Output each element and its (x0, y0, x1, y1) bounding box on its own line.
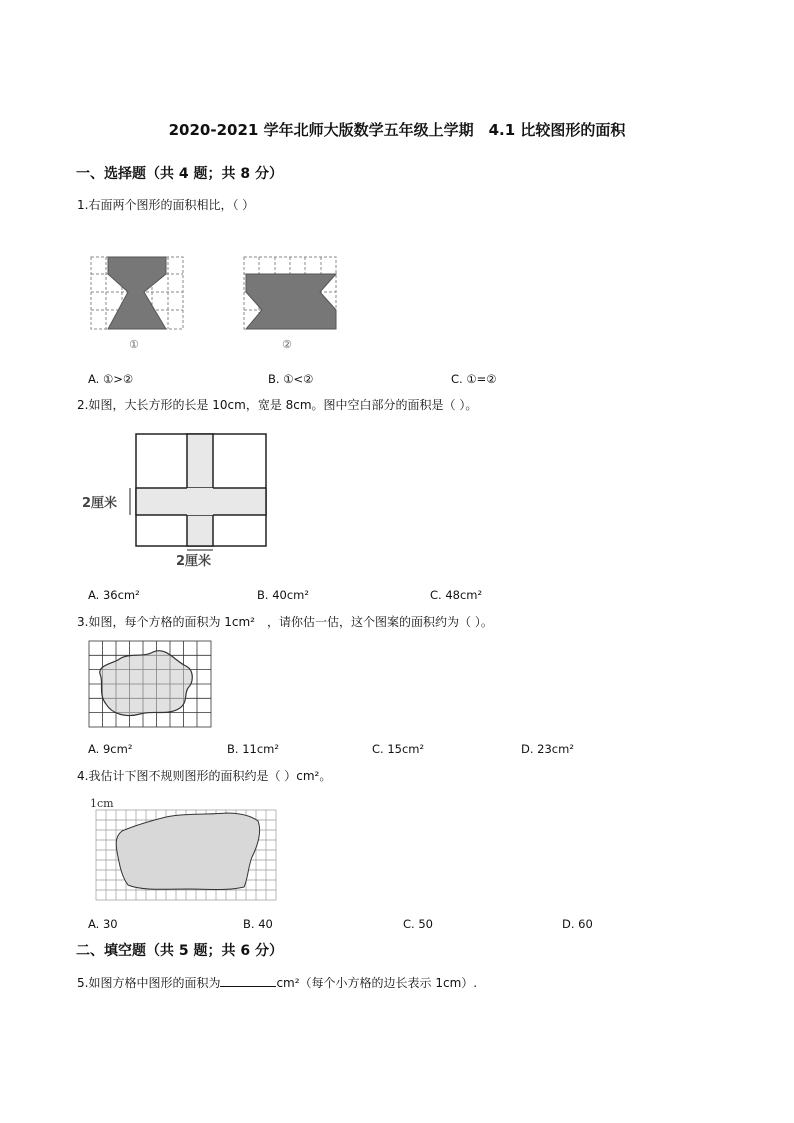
question-3-figure (88, 640, 214, 730)
figure-1-shape (108, 257, 166, 329)
question-1-figures (86, 252, 346, 352)
q4-shape (116, 813, 259, 890)
q3-option-b: B. 11cm² (227, 742, 279, 756)
q4-option-b: B. 40 (243, 917, 273, 931)
q2-option-a: A. 36cm² (88, 588, 140, 602)
figure-2-shape (246, 274, 336, 329)
section-heading-fill: 二、填空题（共 5 题；共 6 分） (76, 943, 283, 959)
question-1-text: 1.右面两个图形的面积相比，（ ） (77, 198, 255, 212)
question-2-figure (80, 430, 280, 570)
q3-shape (100, 651, 192, 716)
q4-option-d: D. 60 (562, 917, 593, 931)
question-5-text (77, 974, 477, 991)
q2-bottom-label: 2厘米 (176, 554, 212, 569)
q3-option-a: A. 9cm² (88, 742, 133, 756)
q1-option-c: C. ①=② (451, 372, 497, 386)
question-2-text: 2.如图，大长方形的长是 10cm，宽是 8cm。图中空白部分的面积是（ ）。 (77, 398, 478, 412)
q4-scale-label: 1cm (90, 797, 114, 810)
q4-option-a: A. 30 (88, 917, 118, 931)
q1-option-b: B. ①<② (268, 372, 314, 386)
q4-option-c: C. 50 (403, 917, 433, 931)
q5-answer-blank[interactable] (220, 976, 276, 987)
figure-1-label: ① (129, 338, 139, 351)
q2-option-b: B. 40cm² (257, 588, 309, 602)
q1-option-a: A. ①>② (88, 372, 134, 386)
q2-option-c: C. 48cm² (430, 588, 483, 602)
q2-left-label: 2厘米 (82, 496, 118, 511)
question-4-figure (88, 795, 280, 905)
q5-text-after: cm²（每个小方格的边长表示 1cm）. (276, 976, 478, 990)
question-3-text: 3.如图，每个方格的面积为 1cm² ，请你估一估，这个图案的面积约为（ ）。 (77, 615, 493, 629)
q3-option-c: C. 15cm² (372, 742, 425, 756)
section-heading-choice: 一、选择题（共 4 题；共 8 分） (76, 166, 283, 182)
question-4-text: 4.我估计下图不规则图形的面积约是（ ）cm²。 (77, 769, 332, 783)
figure-2-label: ② (282, 338, 292, 351)
q3-option-d: D. 23cm² (521, 742, 574, 756)
page-title: 2020-2021 学年北师大版数学五年级上学期 4.1 比较图形的面积 (168, 121, 626, 139)
q5-text-before: 5.如图方格中图形的面积为 (77, 976, 221, 990)
